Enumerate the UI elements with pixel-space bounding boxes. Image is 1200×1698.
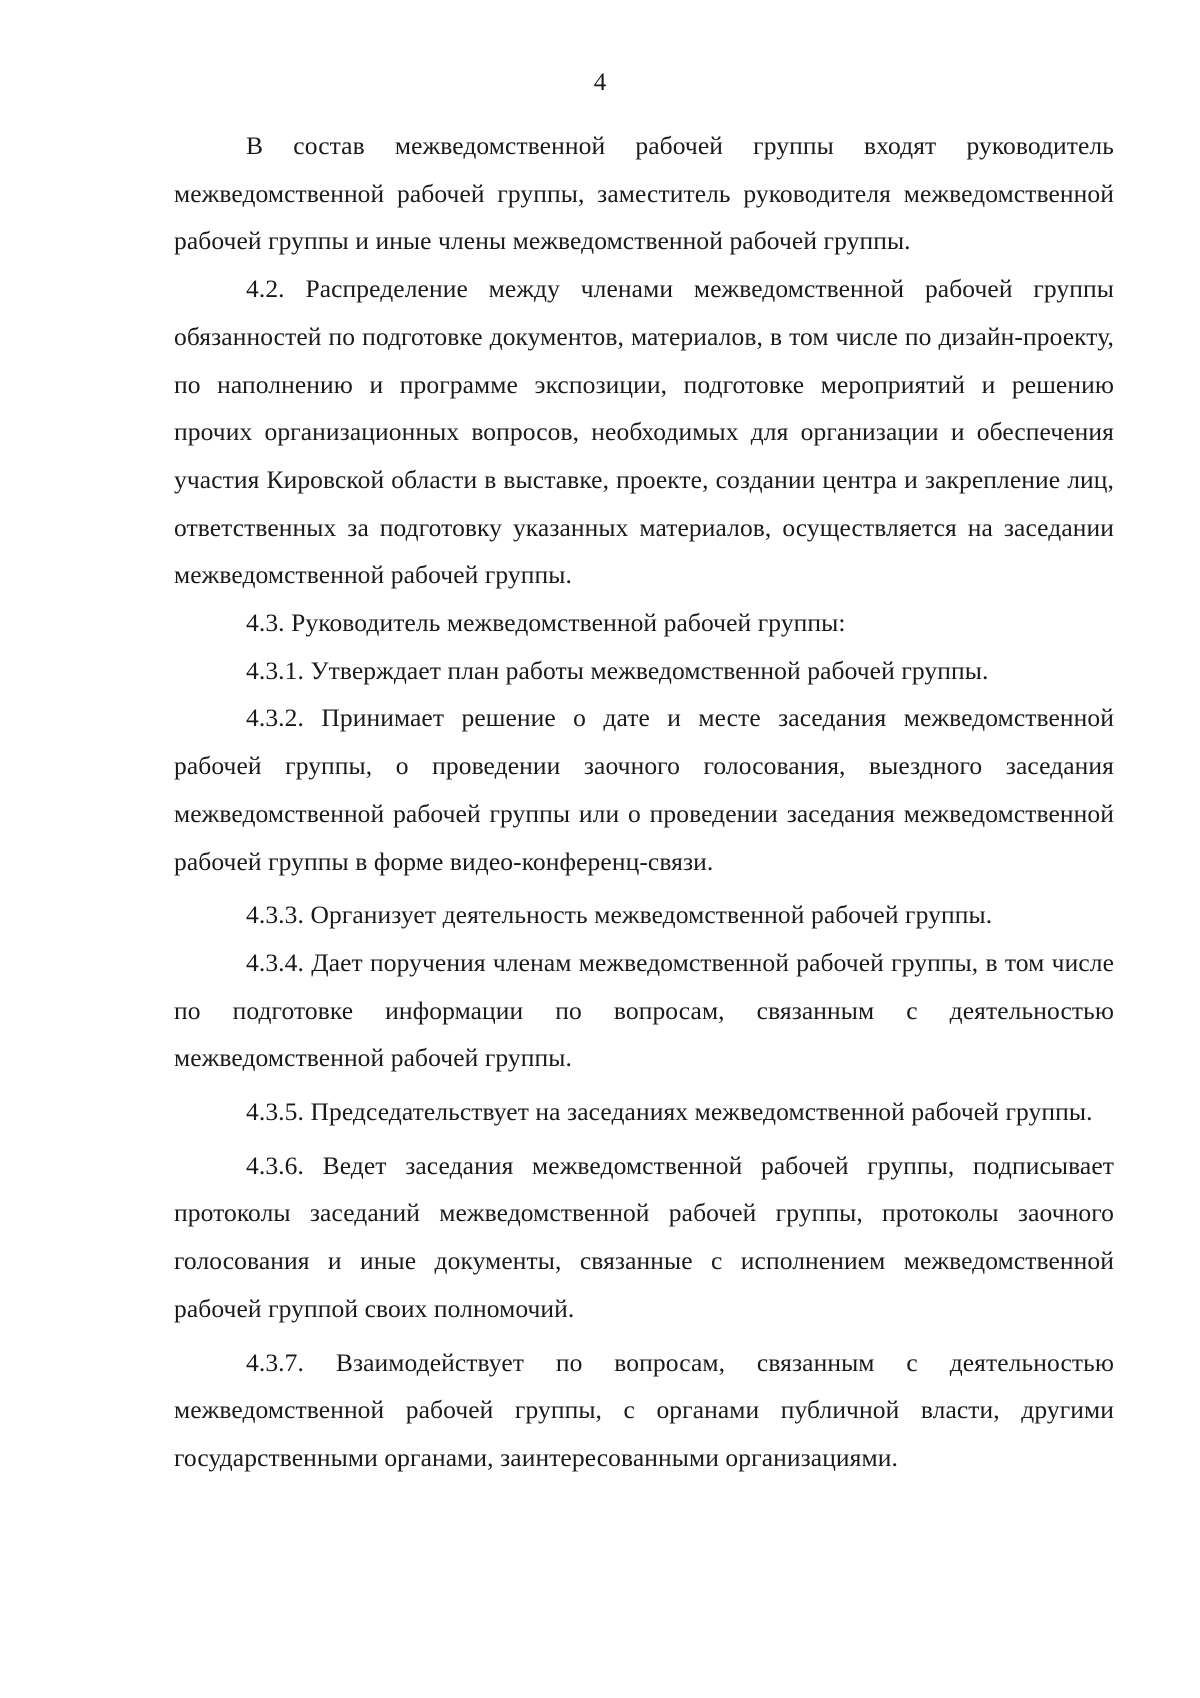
- paragraph-4-3-3: 4.3.3. Организует деятельность межведомственной рабочей группы.: [246, 900, 993, 930]
- paragraph-4-3-1: 4.3.1. Утверждает план работы межведомственной рабочей группы.: [246, 655, 989, 685]
- page-number: 4: [593, 69, 607, 96]
- paragraph-composition: В состав межведомственной рабочей группы входят руководитель межведомственной рабочей группы, заместитель руководителя межведомственной рабочей группы и иные члены межведомственной рабочей группы.: [174, 131, 1114, 256]
- paragraph-4-3-2: 4.3.2. Принимает решение о дате и месте заседания межведомственной рабочей группы, о проведении заочного голосования, выездного заседания межведомственной рабочей группы или о проведении заседания межведомственной рабочей группы в форме видео-конференц-связи.: [174, 703, 1114, 876]
- paragraph-4-3: 4.3. Руководитель межведомственной рабочей группы:: [246, 608, 846, 638]
- paragraph-4-3-6: 4.3.6. Ведет заседания межведомственной рабочей группы, подписывает протоколы заседаний межведомственной рабочей группы, протоколы заочного голосования и иные документы, связанные с исполнением межведомственной рабочей группой своих полномочий.: [174, 1150, 1114, 1323]
- paragraph-4-3-4: 4.3.4. Дает поручения членам межведомственной рабочей группы, в том числе по подготовке информации по вопросам, связанным с деятельностью межведомственной рабочей группы.: [174, 947, 1114, 1073]
- paragraph-4-2: 4.2. Распределение между членами межведомственной рабочей группы обязанностей по подготовке документов, материалов, в том числе по дизайн-проекту, по наполнению и программе экспозиции, подготовке мероприятий и решению прочих организационных вопросов, необходимых для организации и обеспечения участия Кировской области в выставке, проекте, создании центра и закрепление лиц, ответственных за подготовку указанных материалов, осуществляется на заседании межведомственной рабочей группы.: [174, 274, 1114, 590]
- paragraph-4-3-5: 4.3.5. Председательствует на заседаниях межведомственной рабочей группы.: [246, 1097, 1093, 1127]
- paragraph-4-3-7: 4.3.7. Взаимодействует по вопросам, связанным с деятельностью межведомственной рабочей группы, с органами публичной власти, другими государственными органами, заинтересованными организациями.: [174, 1347, 1114, 1472]
- document-body: [174, 122, 1114, 1482]
